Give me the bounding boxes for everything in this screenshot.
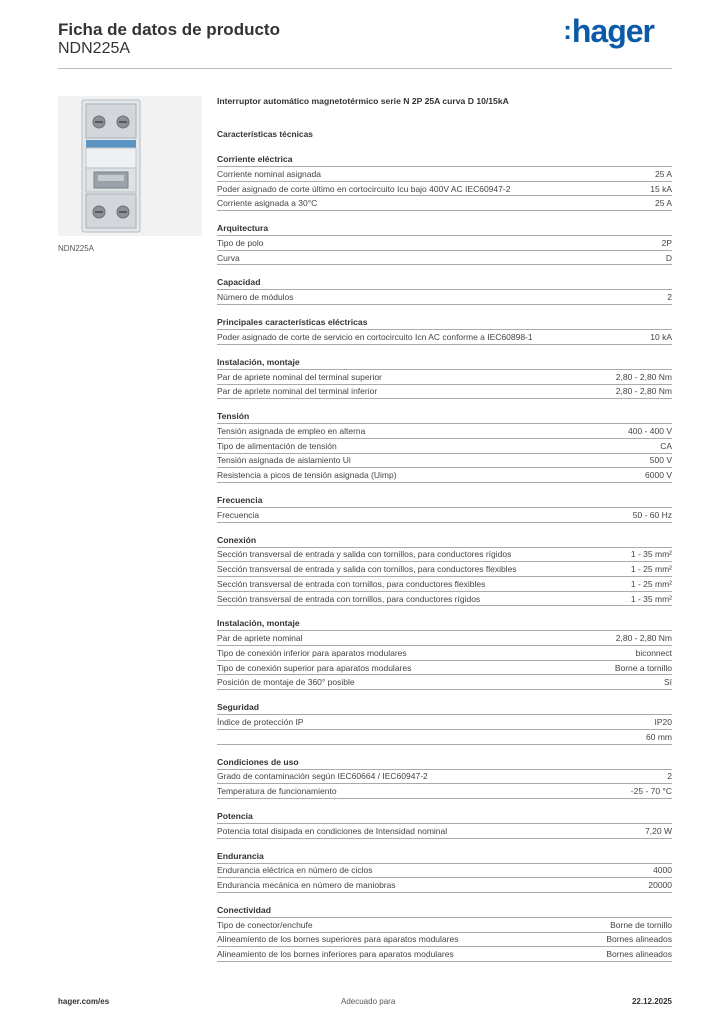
spec-row: [217, 454, 672, 469]
spec-row: [217, 236, 672, 251]
spec-row: [217, 548, 672, 563]
spec-row: [217, 878, 672, 893]
spec-label: Índice de protección IP: [217, 716, 304, 727]
spec-value: Borne de tornillo: [610, 919, 672, 930]
section-title: Arquitectura: [217, 223, 672, 236]
spec-value: Bornes alineados: [606, 949, 672, 960]
spec-row: [217, 661, 672, 676]
section-title: Instalación, montaje: [217, 618, 672, 631]
spec-row: [217, 182, 672, 197]
spec-label: Par de apriete nominal del terminal inferior: [217, 386, 378, 397]
spec-row: [217, 947, 672, 962]
spec-row: [217, 370, 672, 385]
product-description: Interruptor automático magnetotérmico serie N 2P 25A curva D 10/15kA: [217, 96, 509, 106]
product-image: [58, 96, 202, 236]
spec-value: 20000: [648, 880, 672, 891]
spec-label: Par de apriete nominal: [217, 633, 303, 644]
logo-text: hager: [571, 13, 654, 49]
spec-label: Endurancia eléctrica en número de ciclos: [217, 865, 373, 876]
spec-row: [217, 439, 672, 454]
spec-row: [217, 646, 672, 661]
spec-value: 2,80 - 2,80 Nm: [615, 633, 672, 644]
spec-label: Tipo de conexión inferior para aparatos modulares: [217, 647, 407, 658]
spec-value: 25 A: [654, 168, 672, 179]
spec-section: [217, 535, 672, 607]
spec-label: Tipo de conexión superior para aparatos modulares: [217, 662, 412, 673]
image-caption: NDN225A: [58, 244, 95, 253]
spec-label: Resistencia a picos de tensión asignada (Uimp): [217, 470, 397, 481]
spec-section: [217, 495, 672, 523]
spec-label: Temperatura de funcionamiento: [217, 786, 337, 797]
spec-label: Tensión asignada de empleo en alterna: [217, 426, 366, 437]
spec-value: 500 V: [649, 455, 672, 466]
spec-row: [217, 592, 672, 607]
specs-subtitle: Características técnicas: [217, 129, 313, 139]
spec-label: Potencia total disipada en condiciones de Intensidad nominal: [217, 825, 448, 836]
spec-row: [217, 933, 672, 948]
spec-section: [217, 905, 672, 962]
spec-row: [217, 770, 672, 785]
spec-label: Grado de contaminación según IEC60664 / IEC60947-2: [217, 771, 428, 782]
footer-website[interactable]: hager.com/es: [58, 997, 110, 1006]
spec-value: 2,80 - 2,80 Nm: [615, 371, 672, 382]
spec-label: Sección transversal de entrada con tornillos, para conductores rígidos: [217, 593, 481, 604]
spec-section: [217, 702, 672, 744]
spec-row: [217, 424, 672, 439]
spec-row: [217, 715, 672, 730]
spec-value: 60 mm: [646, 731, 672, 742]
spec-section: [217, 411, 672, 483]
spec-value: 2: [667, 771, 672, 782]
section-title: Seguridad: [217, 702, 672, 715]
spec-row: [217, 251, 672, 266]
spec-value: 25 A: [654, 198, 672, 209]
spec-value: 2: [667, 292, 672, 303]
spec-value: 7,20 W: [645, 825, 672, 836]
spec-value: 4000: [653, 865, 672, 876]
spec-section: [217, 277, 672, 305]
section-title: Corriente eléctrica: [217, 154, 672, 167]
spec-content: [217, 95, 672, 962]
spec-value: Borne a tornillo: [614, 662, 672, 673]
spec-value: 6000 V: [645, 470, 672, 481]
spec-label: Endurancia mecánica en número de maniobras: [217, 880, 396, 891]
spec-label: Poder asignado de corte de servicio en cortocircuito Icn AC conforme a IEC60898-1: [217, 331, 533, 342]
spec-value: Bornes alineados: [606, 934, 672, 945]
spec-label: Corriente asignada a 30°C: [217, 198, 318, 209]
spec-sections: [217, 154, 672, 962]
spec-section: [217, 618, 672, 690]
spec-label: Curva: [217, 252, 240, 263]
spec-label: Tipo de alimentación de tensión: [217, 440, 337, 451]
spec-value: 15 kA: [650, 183, 672, 194]
spec-section: [217, 223, 672, 265]
spec-row: [217, 468, 672, 483]
spec-value: biconnect: [635, 647, 672, 658]
spec-row: [217, 864, 672, 879]
section-title: Conexión: [217, 535, 672, 548]
spec-label: Tipo de conector/enchufe: [217, 919, 313, 930]
section-title: Capacidad: [217, 277, 672, 290]
section-title: Frecuencia: [217, 495, 672, 508]
section-title: Tensión: [217, 411, 672, 424]
spec-row: [217, 385, 672, 400]
spec-section: [217, 757, 672, 799]
spec-section: [217, 154, 672, 211]
spec-label: Par de apriete nominal del terminal superior: [217, 371, 382, 382]
spec-row: [217, 562, 672, 577]
section-title: Principales características eléctricas: [217, 317, 672, 330]
spec-row: [217, 167, 672, 182]
spec-value: 50 - 60 Hz: [632, 509, 672, 520]
section-title: Potencia: [217, 811, 672, 824]
product-code: NDN225A: [58, 40, 131, 57]
spec-section: [217, 317, 672, 345]
hager-logo: :hager: [563, 13, 654, 49]
spec-section: [217, 851, 672, 893]
spec-row: [217, 675, 672, 690]
spec-row: [217, 824, 672, 839]
spec-row: [217, 577, 672, 592]
footer-date: 22.12.2025: [631, 997, 672, 1006]
spec-row: [217, 631, 672, 646]
spec-label: Sección transversal de entrada y salida con tornillos, para conductores rígidos: [217, 549, 512, 560]
spec-row: [217, 730, 672, 745]
spec-section: [217, 811, 672, 839]
spec-label: Corriente nominal asignada: [217, 168, 321, 179]
spec-value: 10 kA: [650, 331, 672, 342]
spec-section: [217, 357, 672, 399]
spec-label: Poder asignado de corte último en cortocircuito Icu bajo 400V AC IEC60947-2: [217, 183, 511, 194]
spec-row: [217, 784, 672, 799]
spec-value: 400 - 400 V: [628, 426, 672, 437]
spec-label: Sección transversal de entrada y salida con tornillos, para conductores flexibles: [217, 564, 517, 575]
spec-value: 1 - 25 mm²: [630, 564, 672, 575]
spec-row: [217, 508, 672, 523]
spec-value: D: [665, 252, 672, 263]
spec-label: Tipo de polo: [217, 237, 264, 248]
section-title: Instalación, montaje: [217, 357, 672, 370]
spec-value: -25 - 70 °C: [630, 786, 672, 797]
section-title: Endurancia: [217, 851, 672, 864]
header-divider: [58, 68, 672, 69]
spec-label: Posición de montaje de 360° posible: [217, 677, 355, 688]
spec-label: Número de módulos: [217, 292, 294, 303]
spec-value: 1 - 35 mm²: [630, 549, 672, 560]
spec-value: Sí: [663, 677, 672, 688]
spec-row: [217, 290, 672, 305]
section-title: Condiciones de uso: [217, 757, 672, 770]
spec-value: 2P: [661, 237, 672, 248]
spec-value: 1 - 35 mm²: [630, 593, 672, 604]
section-title: Conectividad: [217, 905, 672, 918]
spec-row: [217, 330, 672, 345]
spec-row: [217, 196, 672, 211]
spec-value: 1 - 25 mm²: [630, 578, 672, 589]
spec-value: CA: [660, 440, 672, 451]
spec-value: 2,80 - 2,80 Nm: [615, 386, 672, 397]
spec-value: IP20: [654, 716, 672, 727]
spec-label: Tensión asignada de aislamiento Ui: [217, 455, 351, 466]
page-title: Ficha de datos de producto: [58, 20, 280, 39]
spec-row: [217, 918, 672, 933]
spec-label: Alineamiento de los bornes superiores para aparatos modulares: [217, 934, 459, 945]
spec-label: Frecuencia: [217, 509, 260, 520]
footer-note: Adecuado para: [341, 997, 396, 1006]
spec-label: Sección transversal de entrada con tornillos, para conductores flexibles: [217, 578, 486, 589]
spec-label: Alineamiento de los bornes inferiores para aparatos modulares: [217, 949, 454, 960]
